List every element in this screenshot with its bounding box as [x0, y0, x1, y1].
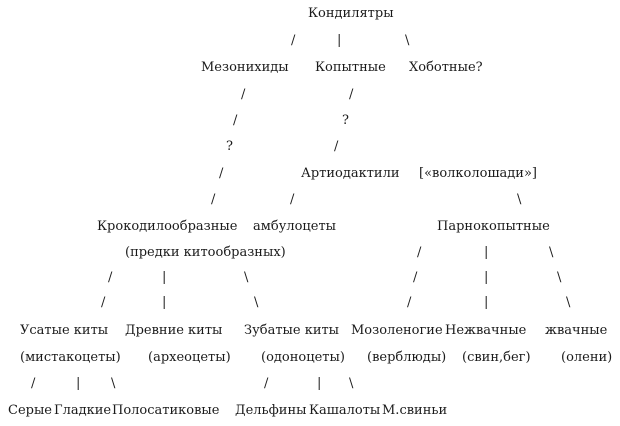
connector-baleen-1: / — [108, 270, 113, 285]
connector-nonrum-1: | — [484, 245, 489, 260]
node-artiodactyls: Артиодактили — [301, 166, 400, 181]
connector-sperm: | — [317, 376, 322, 391]
note-ancient: (археоцеты) — [148, 350, 231, 365]
leaf-striped: Полосатиковые — [112, 403, 220, 418]
connector-smooth: | — [76, 376, 81, 391]
connector-baleen-2: / — [101, 295, 106, 310]
connector-meso-4: / — [211, 192, 216, 207]
connector-root-right: \ — [405, 33, 410, 48]
connector-toothed-1: \ — [244, 270, 249, 285]
node-ungulates: Копытные — [315, 60, 386, 75]
connector-ung-2: / — [334, 139, 339, 154]
connector-meso-1: / — [241, 87, 246, 102]
connector-porpoises: \ — [349, 376, 354, 391]
leaf-dolphins: Дельфины — [235, 403, 307, 418]
connector-dolphins: / — [264, 376, 269, 391]
node-crocodile-like: Крокодилообразные — [97, 219, 238, 234]
node-mesonychids: Мезонихиды — [201, 60, 289, 75]
node-baleen-whales: Усатые киты — [20, 323, 109, 338]
leaf-grey: Серые — [8, 403, 53, 418]
node-callopods: Мозоленогие — [351, 323, 443, 338]
node-proboscideans: Хоботные? — [409, 60, 483, 75]
connector-callopods-3: / — [407, 295, 412, 310]
note-ruminants: (олени) — [561, 350, 613, 365]
question-mark-ung: ? — [342, 113, 349, 128]
node-root: Кондилятры — [308, 6, 394, 21]
connector-ancient-1: | — [162, 270, 167, 285]
connector-rum-2: \ — [557, 270, 562, 285]
connector-rum-3: \ — [566, 295, 571, 310]
note-baleen: (мистакоцеты) — [20, 350, 121, 365]
connector-ancient-2: | — [162, 295, 167, 310]
connector-callopods-2: / — [413, 270, 418, 285]
leaf-sperm-whales: Кашалоты — [309, 403, 381, 418]
note-nonruminants: (свин,бег) — [462, 350, 531, 365]
connector-artio-right: \ — [517, 192, 522, 207]
note-whale-ancestors: (предки китообразных) — [125, 245, 286, 260]
node-ancient-whales: Древние киты — [125, 323, 223, 338]
node-even-toed: Парнокопытные — [437, 219, 550, 234]
connector-grey: / — [31, 376, 36, 391]
connector-root-middle: | — [337, 33, 342, 48]
connector-meso-2: / — [233, 113, 238, 128]
connector-meso-3: / — [219, 166, 224, 181]
node-horse-wolves: [«волколошади»] — [419, 166, 537, 181]
connector-root-left: / — [291, 33, 296, 48]
node-ambulocetids: амбулоцеты — [253, 219, 337, 234]
connector-toothed-2: \ — [254, 295, 259, 310]
note-toothed: (одоноцеты) — [261, 350, 345, 365]
node-ruminants: жвачные — [545, 323, 608, 338]
node-nonruminants: Нежвачные — [445, 323, 527, 338]
connector-artio-left: / — [290, 192, 295, 207]
leaf-porpoises: М.свиньи — [382, 403, 448, 418]
connector-callopods-1: / — [417, 245, 422, 260]
connector-nonrum-2: | — [484, 270, 489, 285]
note-callopods: (верблюды) — [367, 350, 447, 365]
leaf-smooth: Гладкие — [54, 403, 112, 418]
connector-striped: \ — [111, 376, 116, 391]
connector-ung-1: / — [349, 87, 354, 102]
connector-nonrum-3: | — [484, 295, 489, 310]
connector-rum-1: \ — [549, 245, 554, 260]
node-toothed-whales: Зубатые киты — [244, 323, 340, 338]
question-mark-meso: ? — [226, 139, 233, 154]
